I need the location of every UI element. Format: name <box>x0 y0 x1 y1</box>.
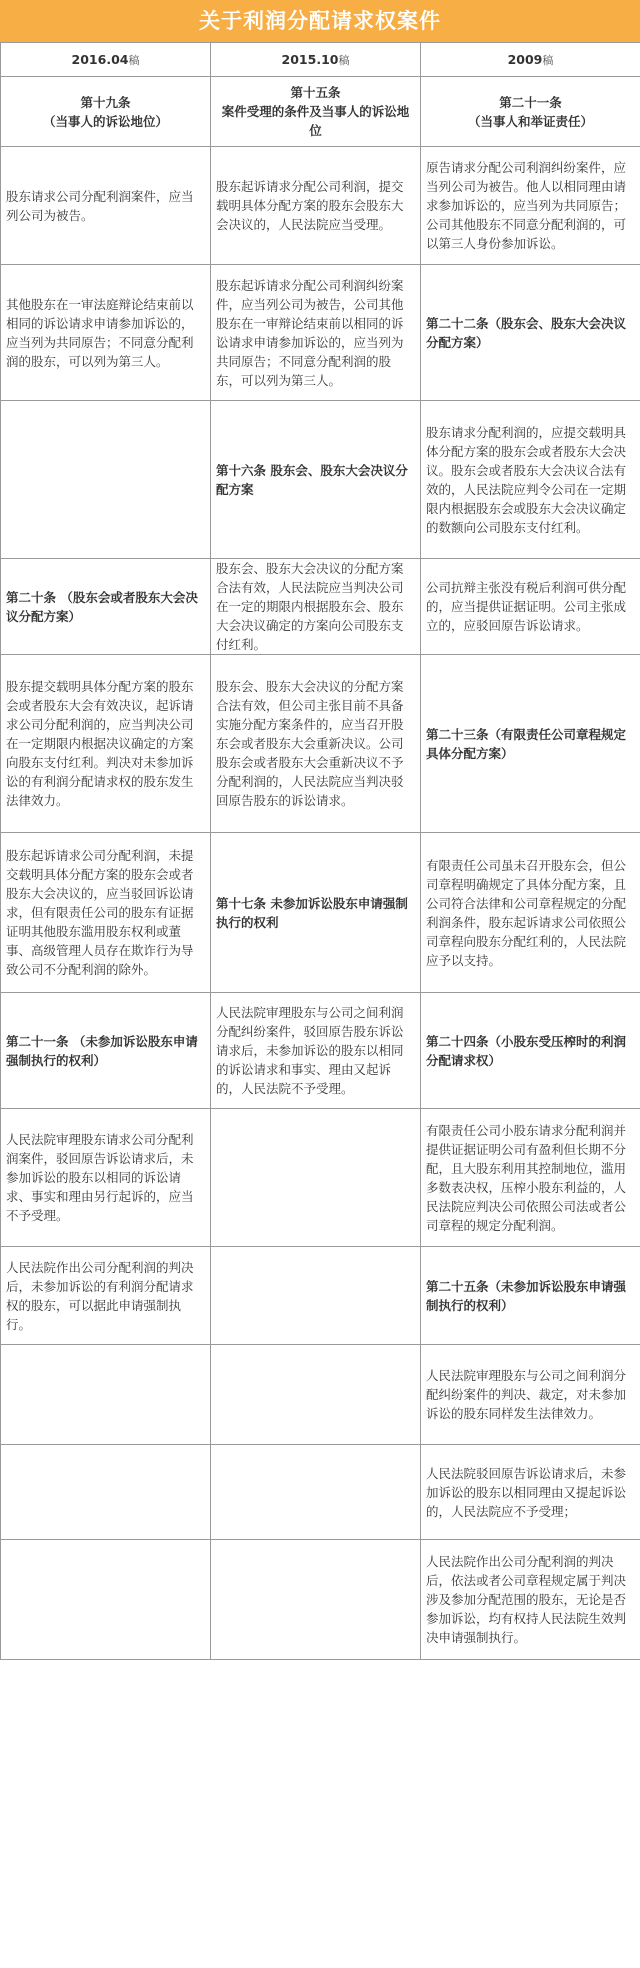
table-cell <box>1 1345 211 1445</box>
table-cell: 人民法院作出公司分配利润的判决后，未参加诉讼的有利润分配请求权的股东，可以据此申请强制执行。 <box>1 1247 211 1345</box>
article-heading: 第十六条 股东会、股东大会决议分配方案 <box>211 401 421 559</box>
table-row <box>1 1247 640 1345</box>
article-heading: 第二十一条 （未参加诉讼股东申请强制执行的权利） <box>1 993 211 1109</box>
table-cell <box>211 1345 421 1445</box>
table-row <box>1 77 640 147</box>
table-cell: 其他股东在一审法庭辩论结束前以相同的诉讼请求申请参加诉讼的，应当列为共同原告；不同意分配利润的股东，可以列为第三人。 <box>1 265 211 401</box>
table-cell: 股东起诉请求分配公司利润，提交载明具体分配方案的股东会股东大会决议的，人民法院应当受理。 <box>211 147 421 265</box>
table-cell: 有限责任公司虽未召开股东会，但公司章程明确规定了具体分配方案，且公司符合法律和公司章程规定的分配利润条件，股东起诉请求公司依照公司章程向股东分配红利的，人民法院应予以支持。 <box>421 833 640 993</box>
table-cell: 人民法院审理股东与公司之间利润分配纠纷案件的判决、裁定，对未参加诉讼的股东同样发生法律效力。 <box>421 1345 640 1445</box>
table-row <box>1 655 640 833</box>
table-row <box>1 833 640 993</box>
table-row <box>1 1109 640 1247</box>
table-cell: 股东请求分配利润的，应提交载明具体分配方案的股东会或者股东大会决议。股东会或者股东大会决议合法有效的，人民法院应判令公司在一定期限内根据股东会或股东大会决议确定的数额向公司股东支付红利。 <box>421 401 640 559</box>
article-heading: 第十五条 案件受理的条件及当事人的诉讼地位 <box>211 77 421 147</box>
table-row <box>1 265 640 401</box>
table-cell: 人民法院审理股东与公司之间利润分配纠纷案件，驳回原告股东诉讼请求后，未参加诉讼的股东以相同的诉讼请求和事实、理由又起诉的，人民法院不予受理。 <box>211 993 421 1109</box>
table-cell <box>211 1247 421 1345</box>
table-row <box>1 559 640 655</box>
table-row <box>1 1540 640 1660</box>
column-header-2015: 2015.10稿 <box>211 43 421 77</box>
column-header-2016: 2016.04稿 <box>1 43 211 77</box>
table-row <box>1 147 640 265</box>
article-heading: 第十九条 （当事人的诉讼地位） <box>1 77 211 147</box>
table-cell: 原告请求分配公司利润纠纷案件，应当列公司为被告。他人以相同理由请求参加诉讼的，应当列为共同原告；公司其他股东不同意分配利润的，可以第三人身份参加诉讼。 <box>421 147 640 265</box>
table-cell <box>1 401 211 559</box>
comparison-table <box>0 42 640 1660</box>
article-heading: 第二十三条（有限责任公司章程规定具体分配方案） <box>421 655 640 833</box>
table-cell <box>1 1445 211 1540</box>
table-cell: 公司抗辩主张没有税后利润可供分配的，应当提供证据证明。公司主张成立的，应驳回原告诉讼请求。 <box>421 559 640 655</box>
table-cell: 人民法院作出公司分配利润的判决后，依法或者公司章程规定属于判决涉及参加分配范围的股东，无论是否参加诉讼，均有权持人民法院生效判决申请强制执行。 <box>421 1540 640 1660</box>
article-heading: 第二十五条（未参加诉讼股东申请强制执行的权利） <box>421 1247 640 1345</box>
article-heading: 第二十二条（股东会、股东大会决议分配方案） <box>421 265 640 401</box>
table-cell: 人民法院驳回原告诉讼请求后，未参加诉讼的股东以相同理由又提起诉讼的，人民法院应不予受理； <box>421 1445 640 1540</box>
article-heading: 第二十一条 （当事人和举证责任） <box>421 77 640 147</box>
article-heading: 第二十四条（小股东受压榨时的利润分配请求权） <box>421 993 640 1109</box>
table-cell: 股东会、股东大会决议的分配方案合法有效，但公司主张目前不具备实施分配方案条件的，应当召开股东会或者股东大会重新决议。公司股东会或者股东大会重新决议不予分配利润的，人民法院应当判决驳回原告股东的诉讼请求。 <box>211 655 421 833</box>
table-cell <box>211 1540 421 1660</box>
column-header-2009: 2009稿 <box>421 43 640 77</box>
table-row <box>1 993 640 1109</box>
page-title: 关于利润分配请求权案件 <box>0 0 640 42</box>
table-row <box>1 1445 640 1540</box>
table-cell <box>1 1540 211 1660</box>
table-cell: 人民法院审理股东请求公司分配利润案件，驳回原告诉讼请求后，未参加诉讼的股东以相同的诉讼请求、事实和理由另行起诉的，应当不予受理。 <box>1 1109 211 1247</box>
article-heading: 第二十条 （股东会或者股东大会决议分配方案） <box>1 559 211 655</box>
table-cell: 股东起诉请求公司分配利润，未提交载明具体分配方案的股东会或者股东大会决议的，应当驳回诉讼请求，但有限责任公司的股东有证据证明其他股东滥用股东权利或董事、高级管理人员存在欺诈行为导致公司不分配利润的除外。 <box>1 833 211 993</box>
table-cell: 有限责任公司小股东请求分配利润并提供证据证明公司有盈利但长期不分配，且大股东利用其控制地位，滥用多数表决权，压榨小股东利益的，人民法院应判决公司依照公司法或者公司章程的规定分配利润。 <box>421 1109 640 1247</box>
table-cell: 股东会、股东大会决议的分配方案合法有效，人民法院应当判决公司在一定的期限内根据股东会、股东大会决议确定的方案向公司股东支付红利。 <box>211 559 421 655</box>
table-cell <box>211 1109 421 1247</box>
table-cell <box>211 1445 421 1540</box>
table-cell: 股东提交载明具体分配方案的股东会或者股东大会有效决议，起诉请求公司分配利润的，应当判决公司在一定期限内根据决议确定的方案向股东支付红利。判决对未参加诉讼的有利润分配请求权的股东发生法律效力。 <box>1 655 211 833</box>
table-row <box>1 1345 640 1445</box>
header-row <box>1 43 640 77</box>
table-cell: 股东起诉请求分配公司利润纠纷案件，应当列公司为被告，公司其他股东在一审辩论结束前以相同的诉讼请求申请参加诉讼的，应当列为共同原告；不同意分配利润的股东，可以列为第三人。 <box>211 265 421 401</box>
table-cell: 股东请求公司分配利润案件，应当列公司为被告。 <box>1 147 211 265</box>
table-row <box>1 401 640 559</box>
article-heading: 第十七条 未参加诉讼股东申请强制执行的权利 <box>211 833 421 993</box>
